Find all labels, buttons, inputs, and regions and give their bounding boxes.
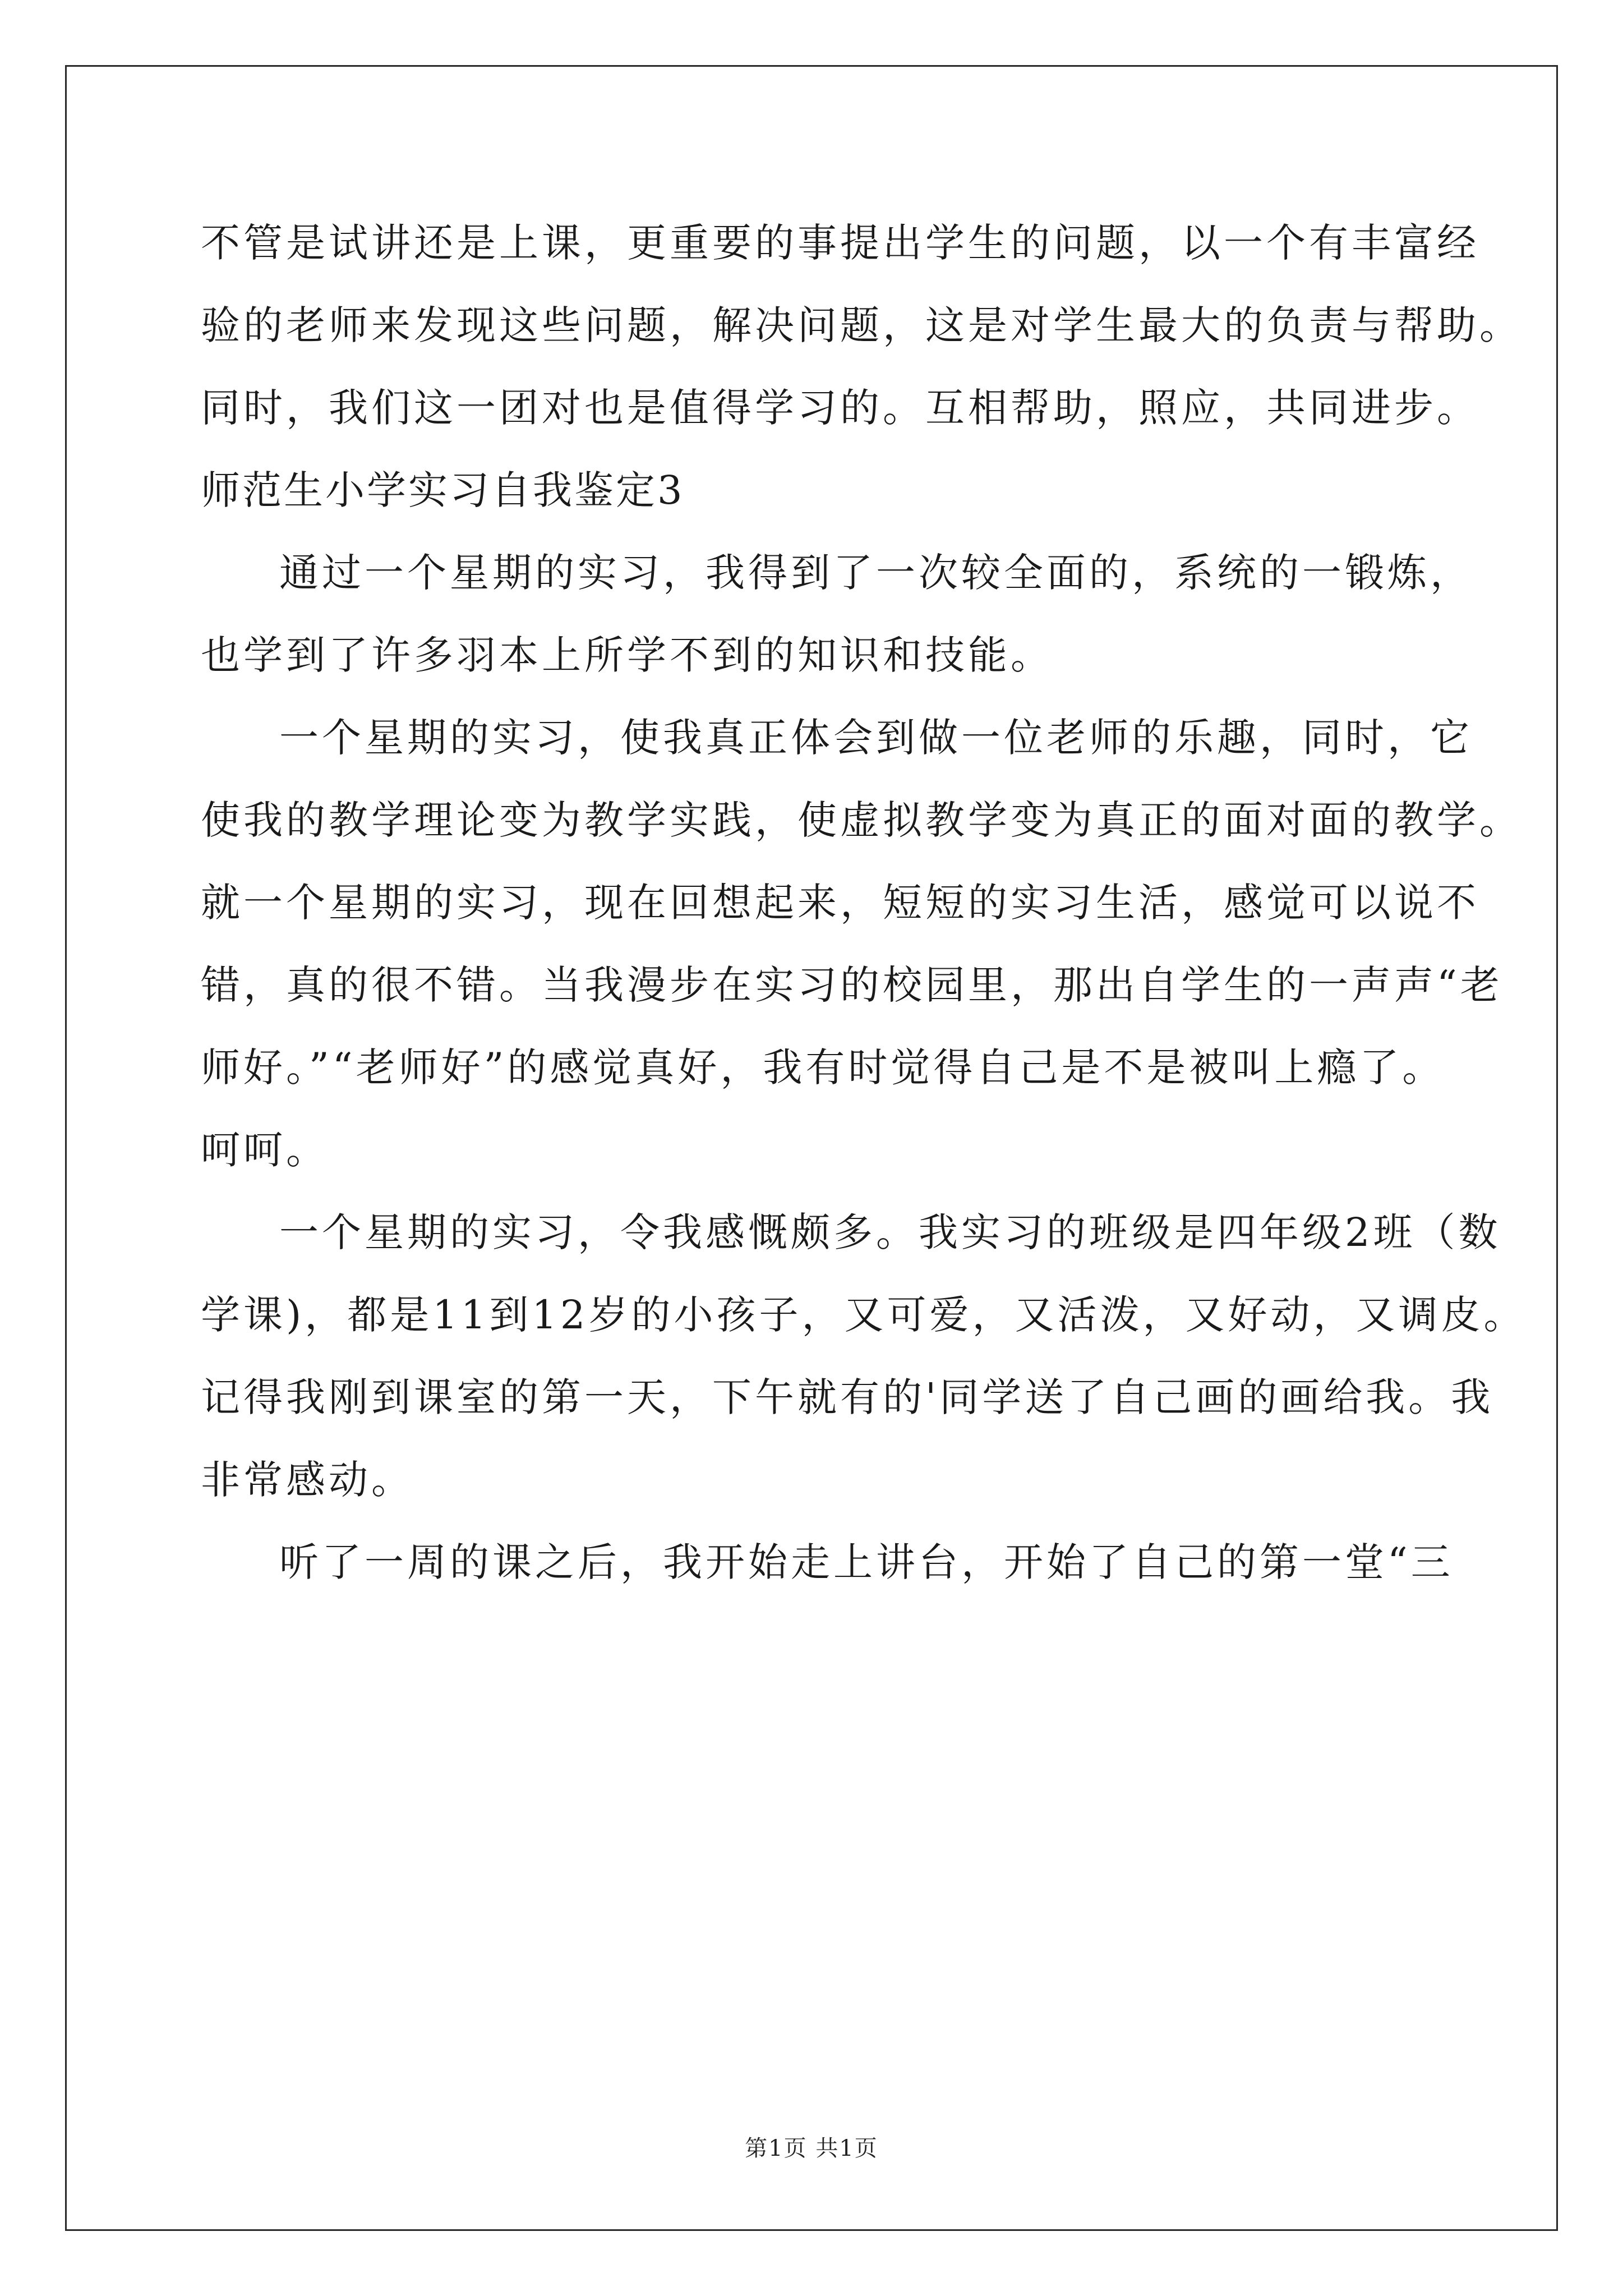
- text-line-17: 听了一周的课之后，我开始走上讲台，开始了自己的第一堂“三: [279, 1539, 1454, 1585]
- text-line-10: 错，真的很不错。当我漫步在实习的校园里，那出自学生的一声声“老: [201, 962, 1503, 1008]
- text-line-9: 就一个星期的实习，现在回想起来，短短的实习生活，感觉可以说不: [201, 880, 1479, 926]
- text-line-16: 非常感动。: [201, 1457, 414, 1503]
- text-line-7: 一个星期的实习，使我真正体会到做一位老师的乐趣，同时，它: [279, 715, 1473, 761]
- text-line-8: 使我的教学理论变为教学实践，使虚拟教学变为真正的面对面的教学。: [201, 797, 1522, 843]
- page-number-footer: 第1页 共1页: [745, 2136, 878, 2161]
- section-heading: 师范生小学实习自我鉴定3: [201, 467, 685, 513]
- document-body: [201, 202, 1527, 1604]
- text-line-12: 呵呵。: [201, 1127, 329, 1173]
- text-line-15: 记得我刚到课室的第一天，下午就有的'同学送了自己画的画给我。我: [201, 1374, 1494, 1420]
- text-line-11: 师好。”“老师好”的感觉真好，我有时觉得自己是不是被叫上瘾了。: [201, 1045, 1445, 1091]
- text-line-2: 验的老师来发现这些问题，解决问题，这是对学生最大的负责与帮助。: [201, 302, 1522, 348]
- text-line-13: 一个星期的实习，令我感慨颇多。我实习的班级是四年级2班（数: [279, 1209, 1501, 1255]
- text-line-6: 也学到了许多羽本上所学不到的知识和技能。: [201, 632, 1053, 678]
- text-line-5: 通过一个星期的实习，我得到了一次较全面的，系统的一锻炼，: [279, 550, 1473, 596]
- text-line-1: 不管是试讲还是上课，更重要的事提出学生的问题，以一个有丰富经: [201, 220, 1479, 266]
- text-line-3: 同时，我们这一团对也是值得学习的。互相帮助，照应，共同进步。: [201, 385, 1479, 431]
- text-line-14: 学课)，都是11到12岁的小孩子，又可爱，又活泼，又好动，又调皮。: [201, 1292, 1527, 1338]
